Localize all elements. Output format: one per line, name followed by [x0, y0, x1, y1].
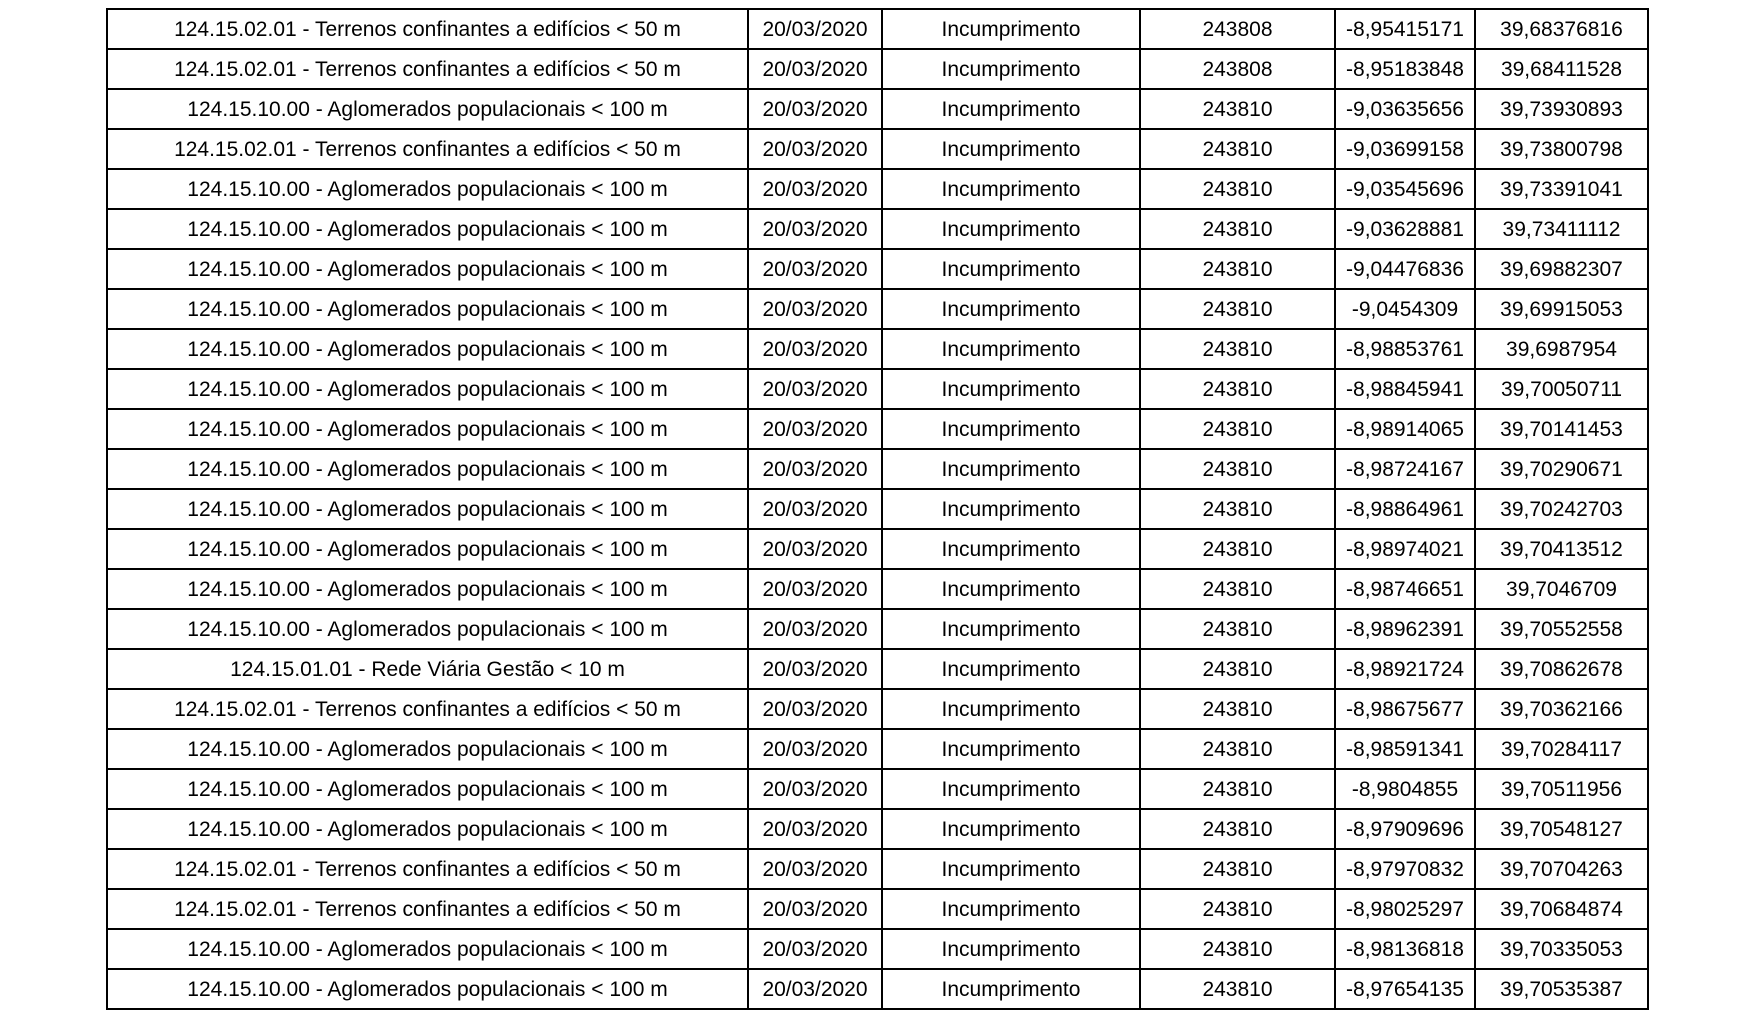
cell-code: 243810 — [1140, 489, 1335, 529]
cell-latitude: 39,70684874 — [1475, 889, 1648, 929]
cell-date: 20/03/2020 — [748, 569, 882, 609]
cell-longitude: -8,95415171 — [1335, 9, 1475, 49]
cell-code: 243810 — [1140, 169, 1335, 209]
cell-date: 20/03/2020 — [748, 49, 882, 89]
cell-status: Incumprimento — [882, 769, 1140, 809]
cell-description: 124.15.10.00 - Aglomerados populacionais < 100 m — [107, 489, 748, 529]
cell-code: 243810 — [1140, 889, 1335, 929]
cell-code: 243810 — [1140, 969, 1335, 1009]
table-row — [107, 209, 1648, 249]
cell-code: 243810 — [1140, 209, 1335, 249]
cell-description: 124.15.10.00 - Aglomerados populacionais < 100 m — [107, 729, 748, 769]
cell-latitude: 39,68411528 — [1475, 49, 1648, 89]
cell-status: Incumprimento — [882, 329, 1140, 369]
cell-date: 20/03/2020 — [748, 449, 882, 489]
table-row — [107, 289, 1648, 329]
table-row — [107, 249, 1648, 289]
cell-longitude: -8,98974021 — [1335, 529, 1475, 569]
cell-code: 243810 — [1140, 609, 1335, 649]
cell-date: 20/03/2020 — [748, 249, 882, 289]
cell-longitude: -8,9804855 — [1335, 769, 1475, 809]
cell-latitude: 39,73391041 — [1475, 169, 1648, 209]
cell-date: 20/03/2020 — [748, 769, 882, 809]
cell-status: Incumprimento — [882, 169, 1140, 209]
cell-description: 124.15.02.01 - Terrenos confinantes a edifícios < 50 m — [107, 9, 748, 49]
cell-latitude: 39,69915053 — [1475, 289, 1648, 329]
cell-description: 124.15.10.00 - Aglomerados populacionais < 100 m — [107, 569, 748, 609]
cell-description: 124.15.10.00 - Aglomerados populacionais < 100 m — [107, 769, 748, 809]
cell-date: 20/03/2020 — [748, 89, 882, 129]
cell-latitude: 39,68376816 — [1475, 9, 1648, 49]
cell-description: 124.15.02.01 - Terrenos confinantes a edifícios < 50 m — [107, 129, 748, 169]
table-row — [107, 409, 1648, 449]
table-row — [107, 649, 1648, 689]
cell-code: 243810 — [1140, 89, 1335, 129]
cell-code: 243808 — [1140, 9, 1335, 49]
cell-status: Incumprimento — [882, 689, 1140, 729]
cell-date: 20/03/2020 — [748, 609, 882, 649]
cell-status: Incumprimento — [882, 209, 1140, 249]
table-row — [107, 929, 1648, 969]
cell-latitude: 39,73930893 — [1475, 89, 1648, 129]
cell-code: 243810 — [1140, 529, 1335, 569]
cell-code: 243810 — [1140, 409, 1335, 449]
cell-longitude: -8,98746651 — [1335, 569, 1475, 609]
cell-latitude: 39,70284117 — [1475, 729, 1648, 769]
cell-longitude: -9,03635656 — [1335, 89, 1475, 129]
cell-latitude: 39,70242703 — [1475, 489, 1648, 529]
cell-status: Incumprimento — [882, 289, 1140, 329]
cell-latitude: 39,70362166 — [1475, 689, 1648, 729]
table-row — [107, 729, 1648, 769]
cell-status: Incumprimento — [882, 849, 1140, 889]
cell-latitude: 39,7046709 — [1475, 569, 1648, 609]
table-row — [107, 49, 1648, 89]
cell-code: 243810 — [1140, 649, 1335, 689]
table-row — [107, 329, 1648, 369]
cell-description: 124.15.10.00 - Aglomerados populacionais < 100 m — [107, 249, 748, 289]
cell-longitude: -8,98724167 — [1335, 449, 1475, 489]
cell-description: 124.15.02.01 - Terrenos confinantes a edifícios < 50 m — [107, 689, 748, 729]
cell-latitude: 39,70548127 — [1475, 809, 1648, 849]
cell-longitude: -8,97909696 — [1335, 809, 1475, 849]
cell-description: 124.15.10.00 - Aglomerados populacionais < 100 m — [107, 169, 748, 209]
cell-latitude: 39,69882307 — [1475, 249, 1648, 289]
cell-date: 20/03/2020 — [748, 889, 882, 929]
cell-longitude: -8,97970832 — [1335, 849, 1475, 889]
cell-longitude: -8,95183848 — [1335, 49, 1475, 89]
cell-code: 243810 — [1140, 849, 1335, 889]
cell-date: 20/03/2020 — [748, 729, 882, 769]
cell-status: Incumprimento — [882, 89, 1140, 129]
cell-date: 20/03/2020 — [748, 489, 882, 529]
cell-latitude: 39,70290671 — [1475, 449, 1648, 489]
cell-date: 20/03/2020 — [748, 809, 882, 849]
cell-status: Incumprimento — [882, 729, 1140, 769]
table-row — [107, 809, 1648, 849]
cell-longitude: -9,03545696 — [1335, 169, 1475, 209]
cell-status: Incumprimento — [882, 249, 1140, 289]
cell-status: Incumprimento — [882, 129, 1140, 169]
cell-description: 124.15.01.01 - Rede Viária Gestão < 10 m — [107, 649, 748, 689]
table-row — [107, 969, 1648, 1009]
table-row — [107, 849, 1648, 889]
cell-longitude: -9,0454309 — [1335, 289, 1475, 329]
cell-description: 124.15.10.00 - Aglomerados populacionais < 100 m — [107, 409, 748, 449]
cell-latitude: 39,73800798 — [1475, 129, 1648, 169]
cell-description: 124.15.10.00 - Aglomerados populacionais < 100 m — [107, 209, 748, 249]
cell-longitude: -8,98845941 — [1335, 369, 1475, 409]
cell-description: 124.15.10.00 - Aglomerados populacionais < 100 m — [107, 809, 748, 849]
cell-status: Incumprimento — [882, 929, 1140, 969]
cell-latitude: 39,70335053 — [1475, 929, 1648, 969]
cell-status: Incumprimento — [882, 969, 1140, 1009]
cell-code: 243810 — [1140, 809, 1335, 849]
cell-longitude: -8,98136818 — [1335, 929, 1475, 969]
cell-description: 124.15.10.00 - Aglomerados populacionais < 100 m — [107, 369, 748, 409]
cell-description: 124.15.10.00 - Aglomerados populacionais < 100 m — [107, 329, 748, 369]
cell-status: Incumprimento — [882, 809, 1140, 849]
cell-latitude: 39,70141453 — [1475, 409, 1648, 449]
table-row — [107, 89, 1648, 129]
cell-longitude: -8,98025297 — [1335, 889, 1475, 929]
cell-description: 124.15.10.00 - Aglomerados populacionais < 100 m — [107, 89, 748, 129]
cell-status: Incumprimento — [882, 529, 1140, 569]
cell-latitude: 39,6987954 — [1475, 329, 1648, 369]
cell-description: 124.15.10.00 - Aglomerados populacionais < 100 m — [107, 969, 748, 1009]
cell-date: 20/03/2020 — [748, 289, 882, 329]
cell-code: 243810 — [1140, 929, 1335, 969]
cell-date: 20/03/2020 — [748, 409, 882, 449]
cell-longitude: -8,98853761 — [1335, 329, 1475, 369]
cell-date: 20/03/2020 — [748, 369, 882, 409]
cell-longitude: -8,98914065 — [1335, 409, 1475, 449]
cell-status: Incumprimento — [882, 409, 1140, 449]
cell-longitude: -9,03699158 — [1335, 129, 1475, 169]
cell-description: 124.15.02.01 - Terrenos confinantes a edifícios < 50 m — [107, 849, 748, 889]
cell-code: 243810 — [1140, 129, 1335, 169]
cell-latitude: 39,70552558 — [1475, 609, 1648, 649]
cell-date: 20/03/2020 — [748, 129, 882, 169]
cell-description: 124.15.10.00 - Aglomerados populacionais < 100 m — [107, 449, 748, 489]
table-row — [107, 769, 1648, 809]
cell-status: Incumprimento — [882, 49, 1140, 89]
table-row — [107, 569, 1648, 609]
cell-latitude: 39,70535387 — [1475, 969, 1648, 1009]
cell-code: 243810 — [1140, 449, 1335, 489]
records-table — [106, 8, 1649, 1010]
cell-description: 124.15.10.00 - Aglomerados populacionais < 100 m — [107, 609, 748, 649]
cell-code: 243810 — [1140, 729, 1335, 769]
cell-status: Incumprimento — [882, 9, 1140, 49]
cell-date: 20/03/2020 — [748, 529, 882, 569]
table-row — [107, 369, 1648, 409]
cell-code: 243810 — [1140, 249, 1335, 289]
cell-longitude: -8,98921724 — [1335, 649, 1475, 689]
cell-date: 20/03/2020 — [748, 209, 882, 249]
cell-description: 124.15.10.00 - Aglomerados populacionais < 100 m — [107, 529, 748, 569]
cell-code: 243810 — [1140, 329, 1335, 369]
cell-longitude: -8,98675677 — [1335, 689, 1475, 729]
cell-status: Incumprimento — [882, 889, 1140, 929]
cell-date: 20/03/2020 — [748, 649, 882, 689]
cell-date: 20/03/2020 — [748, 929, 882, 969]
cell-status: Incumprimento — [882, 489, 1140, 529]
cell-longitude: -8,98591341 — [1335, 729, 1475, 769]
cell-code: 243810 — [1140, 769, 1335, 809]
cell-status: Incumprimento — [882, 649, 1140, 689]
cell-date: 20/03/2020 — [748, 9, 882, 49]
cell-description: 124.15.02.01 - Terrenos confinantes a edifícios < 50 m — [107, 889, 748, 929]
cell-date: 20/03/2020 — [748, 689, 882, 729]
table-row — [107, 9, 1648, 49]
table-row — [107, 689, 1648, 729]
cell-code: 243808 — [1140, 49, 1335, 89]
table-row — [107, 169, 1648, 209]
cell-status: Incumprimento — [882, 569, 1140, 609]
cell-code: 243810 — [1140, 689, 1335, 729]
cell-latitude: 39,70050711 — [1475, 369, 1648, 409]
table-row — [107, 609, 1648, 649]
cell-date: 20/03/2020 — [748, 169, 882, 209]
cell-status: Incumprimento — [882, 449, 1140, 489]
cell-date: 20/03/2020 — [748, 849, 882, 889]
cell-latitude: 39,70413512 — [1475, 529, 1648, 569]
cell-longitude: -8,98962391 — [1335, 609, 1475, 649]
cell-code: 243810 — [1140, 289, 1335, 329]
cell-code: 243810 — [1140, 369, 1335, 409]
cell-description: 124.15.10.00 - Aglomerados populacionais < 100 m — [107, 929, 748, 969]
cell-longitude: -9,04476836 — [1335, 249, 1475, 289]
table-row — [107, 889, 1648, 929]
cell-description: 124.15.10.00 - Aglomerados populacionais < 100 m — [107, 289, 748, 329]
records-table-body — [107, 9, 1648, 1009]
cell-longitude: -8,98864961 — [1335, 489, 1475, 529]
table-row — [107, 449, 1648, 489]
cell-description: 124.15.02.01 - Terrenos confinantes a edifícios < 50 m — [107, 49, 748, 89]
cell-latitude: 39,70862678 — [1475, 649, 1648, 689]
table-row — [107, 489, 1648, 529]
cell-longitude: -9,03628881 — [1335, 209, 1475, 249]
cell-status: Incumprimento — [882, 369, 1140, 409]
table-row — [107, 529, 1648, 569]
cell-date: 20/03/2020 — [748, 969, 882, 1009]
cell-longitude: -8,97654135 — [1335, 969, 1475, 1009]
cell-status: Incumprimento — [882, 609, 1140, 649]
cell-latitude: 39,70704263 — [1475, 849, 1648, 889]
cell-latitude: 39,70511956 — [1475, 769, 1648, 809]
cell-code: 243810 — [1140, 569, 1335, 609]
cell-date: 20/03/2020 — [748, 329, 882, 369]
table-row — [107, 129, 1648, 169]
cell-latitude: 39,73411112 — [1475, 209, 1648, 249]
